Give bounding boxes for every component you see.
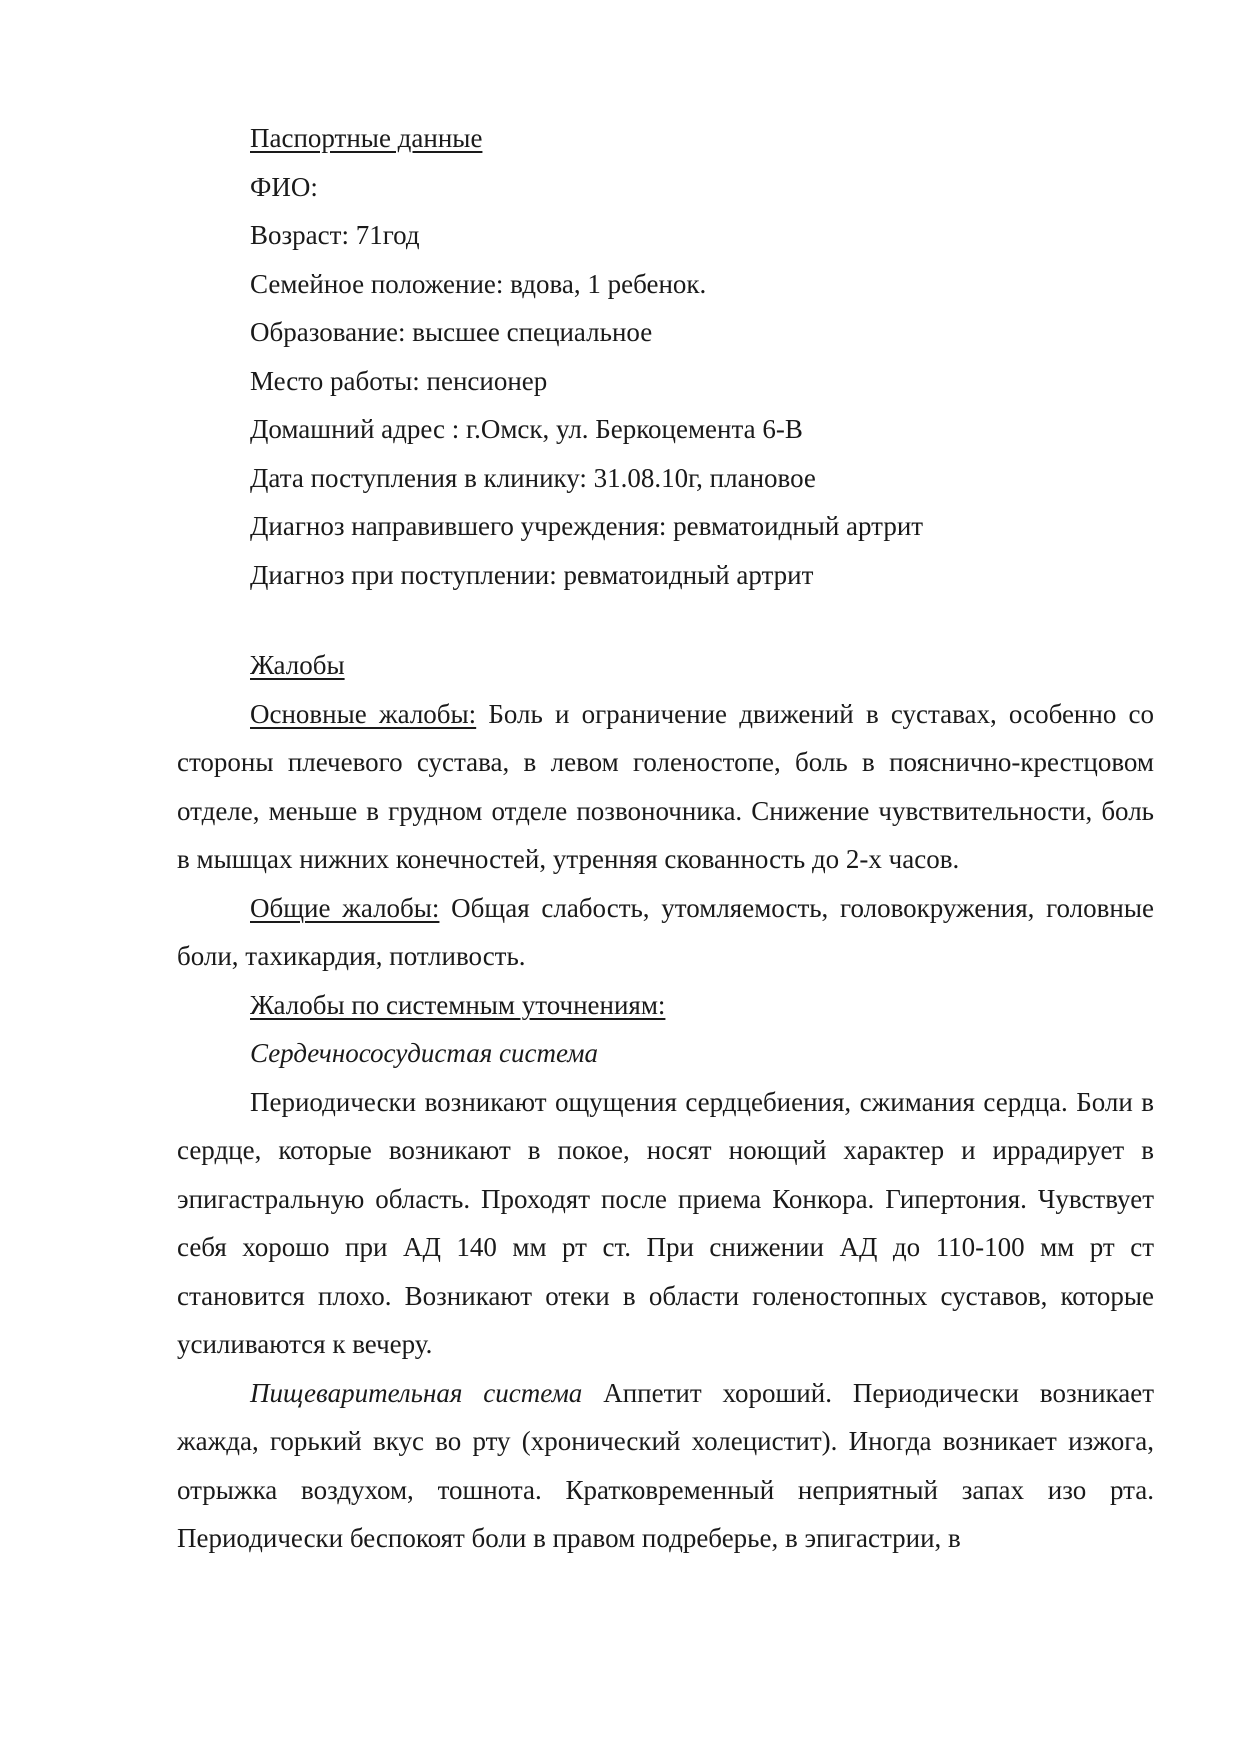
digestive-text: Аппетит хороший. Периодически возникает жажда, горький вкус во рту (хронический холецистит). Иногда возникает изжога, отрыжка воздухом, тошнота. Кратковременный неприятный запах изо рта. Периодически беспокоят боли в правом подреберье, в эпигастрии, в <box>177 1377 1154 1553</box>
education-line: Образование: высшее специальное <box>250 317 653 347</box>
complaints-heading-text: Жалобы <box>250 650 345 680</box>
fio-line: ФИО: <box>250 171 318 202</box>
complaints-heading <box>177 641 1154 690</box>
section-gap <box>177 599 1154 641</box>
digestive-paragraph <box>177 1369 1154 1563</box>
work-line: Место работы: пенсионер <box>250 365 548 396</box>
main-complaints-label: Основные жалобы: <box>250 698 477 729</box>
admission-diagnosis-line: Диагноз при поступлении: ревматоидный артрит <box>250 559 814 590</box>
referral-diagnosis-line: Диагноз направившего учреждения: ревматоидный артрит <box>250 511 924 541</box>
main-complaints-paragraph <box>177 690 1154 884</box>
general-complaints-paragraph <box>177 884 1154 981</box>
family-status-line: Семейное положение: вдова, 1 ребенок. <box>250 268 707 299</box>
age-line: Возраст: 71год <box>250 220 420 250</box>
admission-date-line: Дата поступления в клинику: 31.08.10г, плановое <box>250 462 816 493</box>
document-body <box>177 114 1154 1563</box>
systemic-complaints-heading <box>177 981 1154 1030</box>
general-complaints-label: Общие жалобы: <box>250 892 440 923</box>
cardio-label: Сердечнососудистая система <box>250 1038 599 1068</box>
systemic-complaints-label: Жалобы по системным уточнениям: <box>250 989 666 1020</box>
passport-heading <box>177 114 1154 163</box>
digestive-label: Пищеварительная система <box>250 1377 583 1408</box>
cardio-heading <box>177 1029 1154 1078</box>
address-line: Домашний адрес : г.Омск, ул. Беркоцемента 6-В <box>250 414 803 444</box>
main-complaints-text: Боль и ограничение движений в суставах, особенно со стороны плечевого сустава, в левом голеностопе, боль в пояснично-крестцовом отделе, меньше в грудном отделе позвоночника. Снижение чувствительности, боль в мышцах нижних конечностей, утренняя скованность до 2-х часов. <box>177 698 1154 874</box>
general-complaints-text: Общая слабость, утомляемость, головокружения, головные боли, тахикардия, потливость. <box>177 892 1154 971</box>
passport-heading-text: Паспортные данные <box>250 123 483 153</box>
cardio-paragraph: Периодически возникают ощущения сердцебиения, сжимания сердца. Боли в сердце, которые возникают в покое, носят ноющий характер и иррадирует в эпигастральную область. Проходят после приема Конкора. Гипертония. Чувствует себя хорошо при АД 140 мм рт ст. При снижении АД до 110-100 мм рт ст становится плохо. Возникают отеки в области голеностопных суставов, которые усиливаются к вечеру. <box>177 1086 1154 1359</box>
